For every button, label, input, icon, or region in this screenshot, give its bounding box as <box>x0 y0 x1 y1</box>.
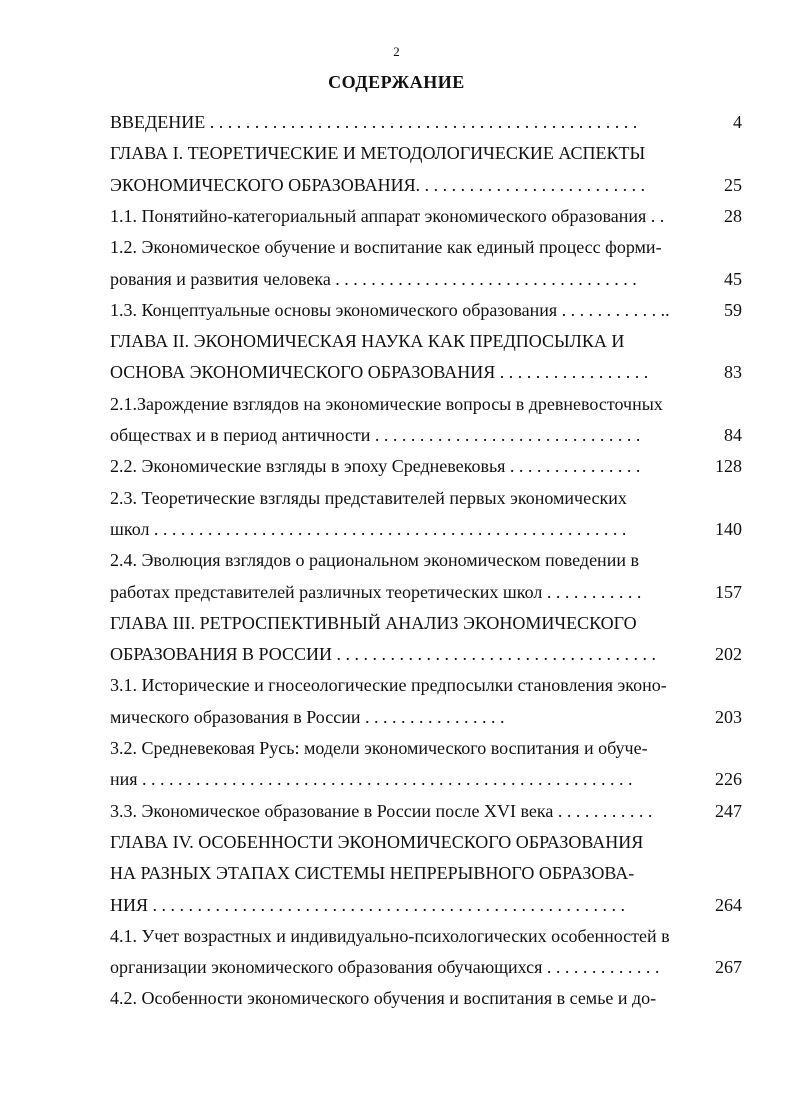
toc-entry-text: мического образования в России . . . . . . . . . . . . . . . . <box>110 707 505 727</box>
toc-entry-page: 83 <box>724 362 742 382</box>
toc-entry-text: 2.2. Экономические взгляды в эпоху Средневековья . . . . . . . . . . . . . . . <box>110 456 641 476</box>
toc-entry-page: 28 <box>724 206 742 226</box>
toc-entry-text: 2.1.Зарождение взглядов на экономические вопросы в древневосточных <box>110 394 663 414</box>
toc-entry-text: работах представителей различных теоретических школ . . . . . . . . . . . <box>110 582 642 602</box>
toc-entry-text: ния . . . . . . . . . . . . . . . . . . . . . . . . . . . . . . . . . . . . . . . . . . . . . . . . . . . . . . . <box>110 769 633 789</box>
toc-entry-page: 203 <box>715 707 742 727</box>
toc-entry-text: рования и развития человека . . . . . . . . . . . . . . . . . . . . . . . . . . . . . . . . . . <box>110 269 637 289</box>
toc-entry-text: ГЛАВА II. ЭКОНОМИЧЕСКАЯ НАУКА КАК ПРЕДПОСЫЛКА И <box>110 331 625 351</box>
toc-entry-text: 1.2. Экономическое обучение и воспитание как единый процесс форми- <box>110 237 662 257</box>
toc-entry-page: 264 <box>715 895 742 915</box>
toc-entry-text: ГЛАВА III. РЕТРОСПЕКТИВНЫЙ АНАЛИЗ ЭКОНОМИЧЕСКОГО <box>110 613 637 633</box>
toc-entry-page: 4 <box>733 112 742 132</box>
toc-entry-text: 4.1. Учет возрастных и индивидуально-психологических особенностей в <box>110 926 670 946</box>
toc-entry-text: ГЛАВА IV. ОСОБЕННОСТИ ЭКОНОМИЧЕСКОГО ОБРАЗОВАНИЯ <box>110 832 644 852</box>
toc-entry-page: 267 <box>715 957 742 977</box>
toc-entry-text: НА РАЗНЫХ ЭТАПАХ СИСТЕМЫ НЕПРЕРЫВНОГО ОБРАЗОВА- <box>110 863 635 883</box>
toc-entry-page: 59 <box>724 300 742 320</box>
toc-entry-text: ГЛАВА I. ТЕОРЕТИЧЕСКИЕ И МЕТОДОЛОГИЧЕСКИЕ АСПЕКТЫ <box>110 143 646 163</box>
toc-entry-text: 3.3. Экономическое образование в России после XVI века . . . . . . . . . . . <box>110 801 653 821</box>
page-title: СОДЕРЖАНИЕ <box>328 72 465 92</box>
toc-entry-page: 84 <box>724 425 742 445</box>
toc-entry-text: 3.2. Средневековая Русь: модели экономического воспитания и обуче- <box>110 738 648 758</box>
toc-entry-text: НИЯ . . . . . . . . . . . . . . . . . . . . . . . . . . . . . . . . . . . . . . . . . . . . . . . . . . . . . <box>110 895 626 915</box>
toc-entry-text: 3.1. Исторические и гносеологические предпосылки становления эконо- <box>110 675 667 695</box>
toc-entry-text: 4.2. Особенности экономического обучения и воспитания в семье и до- <box>110 988 657 1008</box>
toc-entry-page: 247 <box>715 801 742 821</box>
toc-entry-text: 2.4. Эволюция взглядов о рациональном экономическом поведении в <box>110 550 639 570</box>
toc-entry-page: 25 <box>724 175 742 195</box>
toc-entry-page: 140 <box>715 519 742 539</box>
toc-entry-page: 202 <box>715 644 742 664</box>
toc-entry-text: 2.3. Теоретические взгляды представителей первых экономических <box>110 488 627 508</box>
toc-entry-page: 157 <box>715 582 742 602</box>
toc-entry-page: 226 <box>715 769 742 789</box>
toc-entry-text: школ . . . . . . . . . . . . . . . . . . . . . . . . . . . . . . . . . . . . . . . . . . . . . . . . . . . . . <box>110 519 627 539</box>
toc-entry-page: 128 <box>715 456 742 476</box>
toc-entry-text: 1.1. Понятийно-категориальный аппарат экономического образования . . <box>110 206 665 226</box>
toc-entry-page: 45 <box>724 269 742 289</box>
toc-entry-text: обществах и в период античности . . . . . . . . . . . . . . . . . . . . . . . . . . . . . . <box>110 425 641 445</box>
toc-entry-text: ЭКОНОМИЧЕСКОГО ОБРАЗОВАНИЯ. . . . . . . . . . . . . . . . . . . . . . . . . . <box>110 175 646 195</box>
toc-entry-text: ВВЕДЕНИЕ . . . . . . . . . . . . . . . . . . . . . . . . . . . . . . . . . . . . . . . . . . . . . . . . <box>110 112 638 132</box>
toc-entry-text: ОБРАЗОВАНИЯ В РОССИИ . . . . . . . . . . . . . . . . . . . . . . . . . . . . . . . . . . . . <box>110 644 656 664</box>
toc-entry-text: 1.3. Концептуальные основы экономического образования . . . . . . . . . . . .. <box>110 300 670 320</box>
page-number: 2 <box>393 44 400 59</box>
toc-entry-text: ОСНОВА ЭКОНОМИЧЕСКОГО ОБРАЗОВАНИЯ . . . . . . . . . . . . . . . . . <box>110 362 649 382</box>
toc-entry-text: организации экономического образования обучающихся . . . . . . . . . . . . . <box>110 957 660 977</box>
